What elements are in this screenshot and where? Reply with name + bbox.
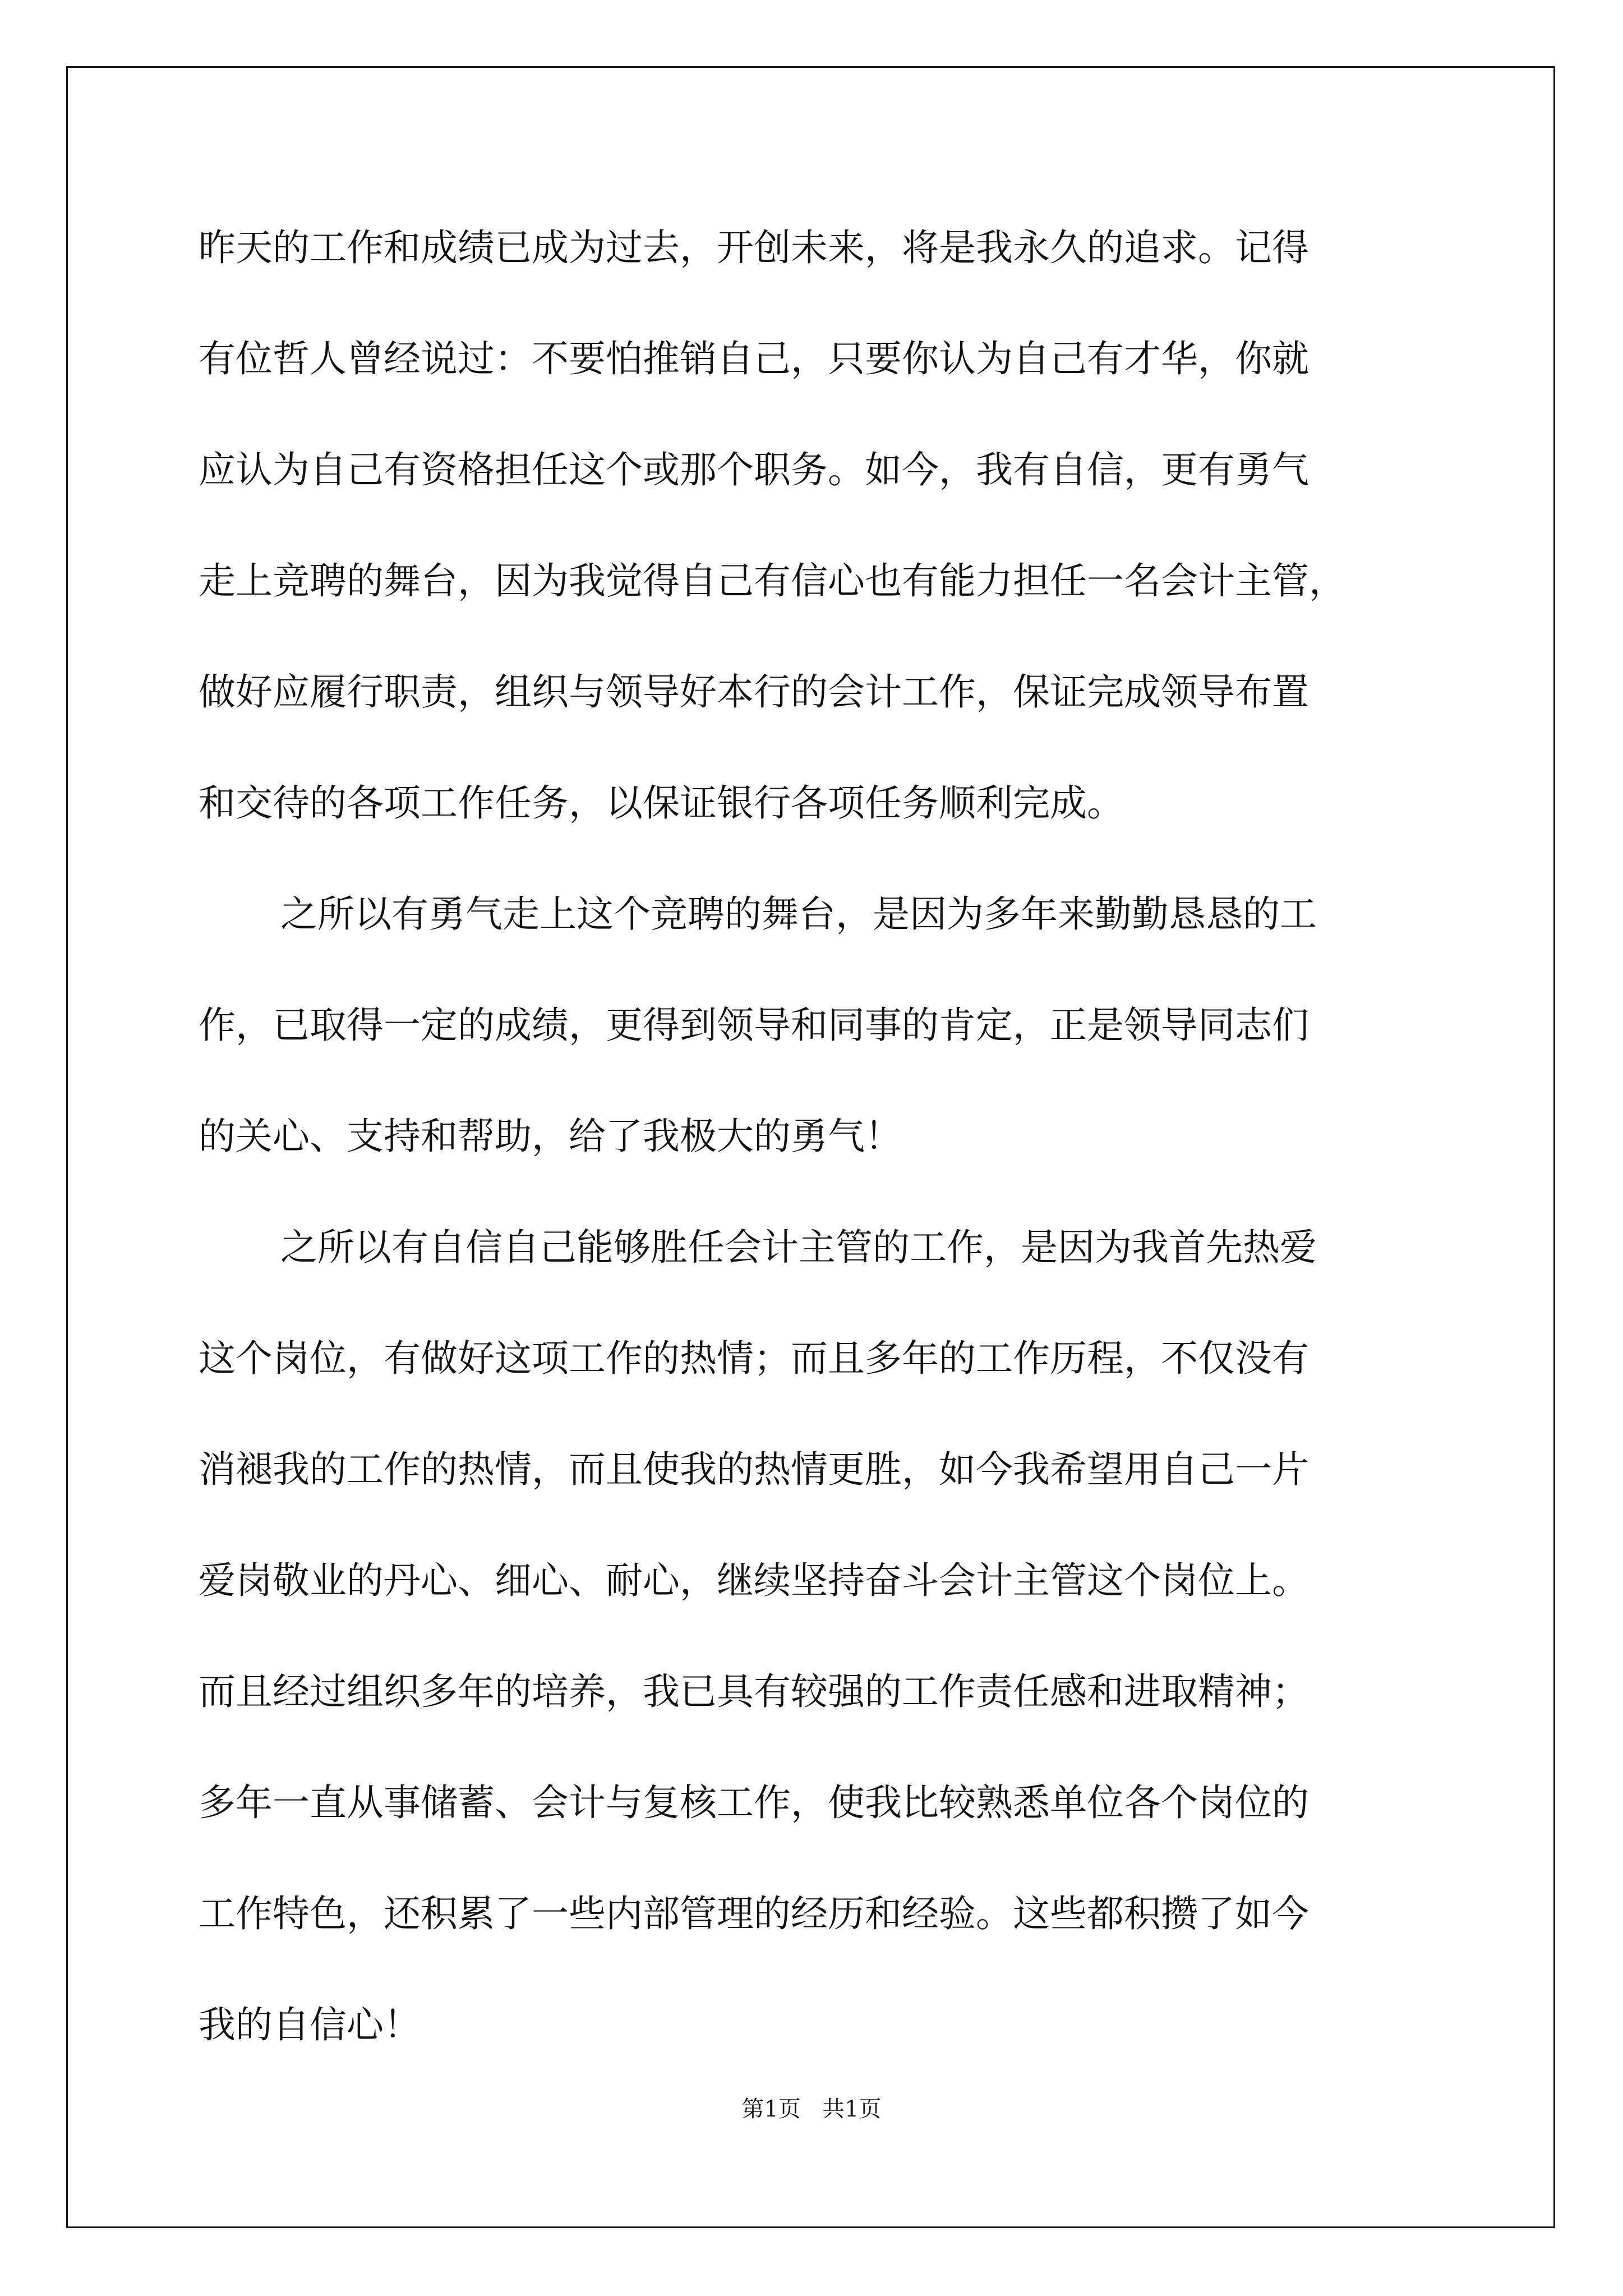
paragraph-line: 工作特色，还积累了一些内部管理的经历和经验。这些都积攒了如今 <box>199 1892 1309 1935</box>
paragraph-line: 我的自信心！ <box>199 2003 421 2046</box>
paragraph-line: 和交待的各项工作任务，以保证银行各项任务顺利完成。 <box>199 781 1124 825</box>
paragraph-line: 做好应履行职责，组织与领导好本行的会计工作，保证完成领导布置 <box>199 670 1309 714</box>
paragraph-line: 爱岗敬业的丹心、细心、耐心，继续坚持奋斗会计主管这个岗位上。 <box>199 1559 1309 1602</box>
paragraph-line: 之所以有自信自己能够胜任会计主管的工作，是因为我首先热爱 <box>280 1226 1317 1269</box>
paragraph-line: 作，已取得一定的成绩，更得到领导和同事的肯定，正是领导同志们 <box>199 1004 1309 1047</box>
paragraph-line: 的关心、支持和帮助，给了我极大的勇气！ <box>199 1115 902 1158</box>
paragraph-line: 有位哲人曾经说过：不要怕推销自己，只要你认为自己有才华，你就 <box>199 337 1309 380</box>
paragraph-line: 消褪我的工作的热情，而且使我的热情更胜，如今我希望用自己一片 <box>199 1448 1309 1491</box>
paragraph-line: 应认为自己有资格担任这个或那个职务。如今，我有自信，更有勇气 <box>199 448 1309 491</box>
paragraph-line: 之所以有勇气走上这个竞聘的舞台，是因为多年来勤勤恳恳的工 <box>280 892 1317 936</box>
page-footer: 第1页 共1页 <box>741 2096 882 2122</box>
paragraph-line: 昨天的工作和成绩已成为过去，开创未来，将是我永久的追求。记得 <box>199 226 1309 269</box>
paragraph-line: 这个岗位，有做好这项工作的热情；而且多年的工作历程，不仅没有 <box>199 1337 1309 1380</box>
paragraph-line: 多年一直从事储蓄、会计与复核工作，使我比较熟悉单位各个岗位的 <box>199 1781 1309 1824</box>
paragraph-line: 而且经过组织多年的培养，我已具有较强的工作责任感和进取精神； <box>199 1670 1309 1713</box>
paragraph-line: 走上竞聘的舞台，因为我觉得自己有信心也有能力担任一名会计主管， <box>199 559 1346 602</box>
